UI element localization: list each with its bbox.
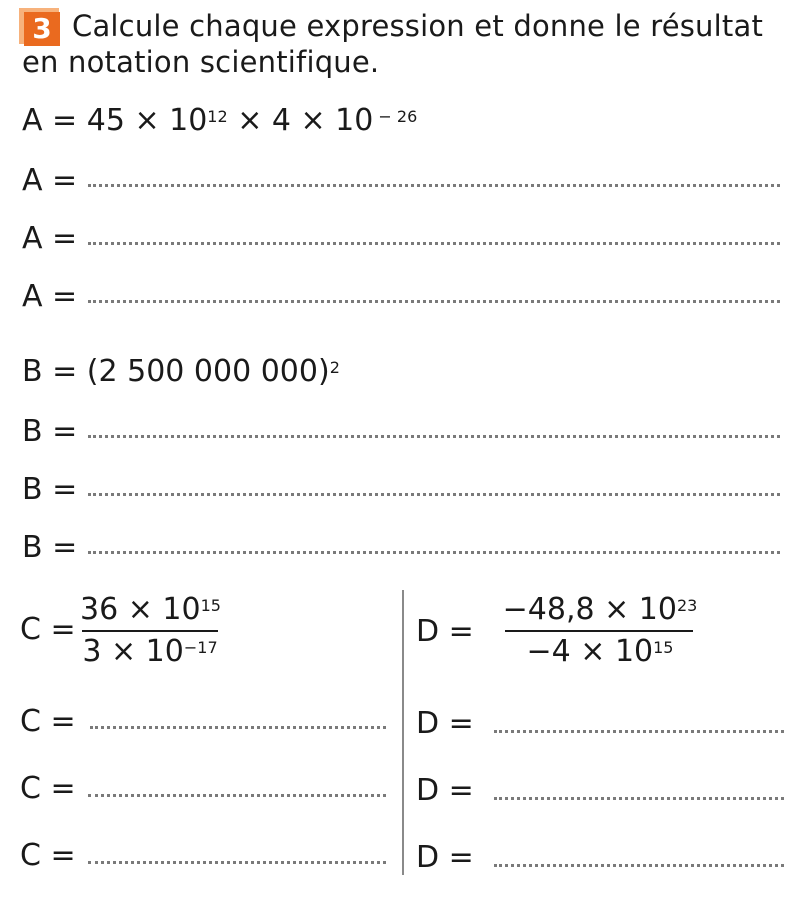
- answer-line-d2[interactable]: [494, 797, 784, 800]
- answer-label-a1: A =: [22, 163, 78, 198]
- answer-label-d1: D =: [416, 706, 474, 741]
- answer-line-c2[interactable]: [88, 794, 386, 797]
- expression-d-den-base: −4 × 10: [526, 634, 654, 669]
- answer-label-b1: B =: [22, 414, 78, 449]
- expression-c-denominator: [80, 634, 220, 670]
- expression-d-numerator: [500, 592, 700, 628]
- expression-c-num-exp: 15: [200, 596, 221, 615]
- expression-a-exp1: 12: [207, 107, 228, 126]
- expression-d-num-base: −48,8 × 10: [502, 592, 677, 627]
- exercise-number-badge: 3: [24, 12, 60, 46]
- expression-d-num-exp: 23: [676, 596, 698, 615]
- expression-a-exp2: − 26: [373, 107, 418, 126]
- expression-a: [22, 103, 417, 139]
- answer-line-a3[interactable]: [88, 300, 780, 303]
- expression-b-exp: 2: [329, 358, 340, 377]
- answer-label-b2: B =: [22, 472, 78, 507]
- expression-c-den-exp: −17: [183, 638, 218, 657]
- answer-label-a3: A =: [22, 279, 78, 314]
- answer-line-b1[interactable]: [88, 435, 780, 438]
- expression-c-den-base: 3 × 10: [82, 634, 184, 669]
- answer-label-c3: C =: [20, 838, 76, 873]
- answer-label-a2: A =: [22, 221, 78, 256]
- answer-line-d1[interactable]: [494, 730, 784, 733]
- answer-line-b2[interactable]: [88, 493, 780, 496]
- answer-label-b3: B =: [22, 530, 78, 565]
- answer-line-a2[interactable]: [88, 242, 780, 245]
- expression-d-den-exp: 15: [653, 638, 674, 657]
- expression-c-label: C =: [20, 612, 76, 647]
- answer-label-c2: C =: [20, 771, 76, 806]
- answer-line-c1[interactable]: [90, 726, 386, 729]
- expression-d-denominator: [500, 634, 700, 670]
- answer-line-a1[interactable]: [88, 184, 780, 187]
- answer-label-d2: D =: [416, 773, 474, 808]
- expression-c-numerator: [80, 592, 220, 628]
- expression-d-label: D =: [416, 614, 474, 649]
- answer-line-b3[interactable]: [88, 551, 780, 554]
- expression-c-num-base: 36 × 10: [80, 592, 201, 627]
- answer-line-c3[interactable]: [88, 861, 386, 864]
- column-divider: [402, 590, 404, 875]
- expression-d-fraction-bar: [505, 630, 693, 632]
- expression-b: [22, 354, 340, 390]
- answer-label-d3: D =: [416, 840, 474, 875]
- expression-a-mid: × 4 × 10: [227, 103, 374, 138]
- expression-b-prefix: B = (2 500 000 000): [22, 354, 330, 389]
- expression-a-prefix: A = 45 × 10: [22, 103, 208, 138]
- answer-line-d3[interactable]: [494, 864, 784, 867]
- answer-label-c1: C =: [20, 704, 76, 739]
- exercise-instruction: Calcule chaque expression et donne le résultat en notation scientifique.: [22, 9, 764, 79]
- expression-c-fraction-bar: [82, 630, 218, 632]
